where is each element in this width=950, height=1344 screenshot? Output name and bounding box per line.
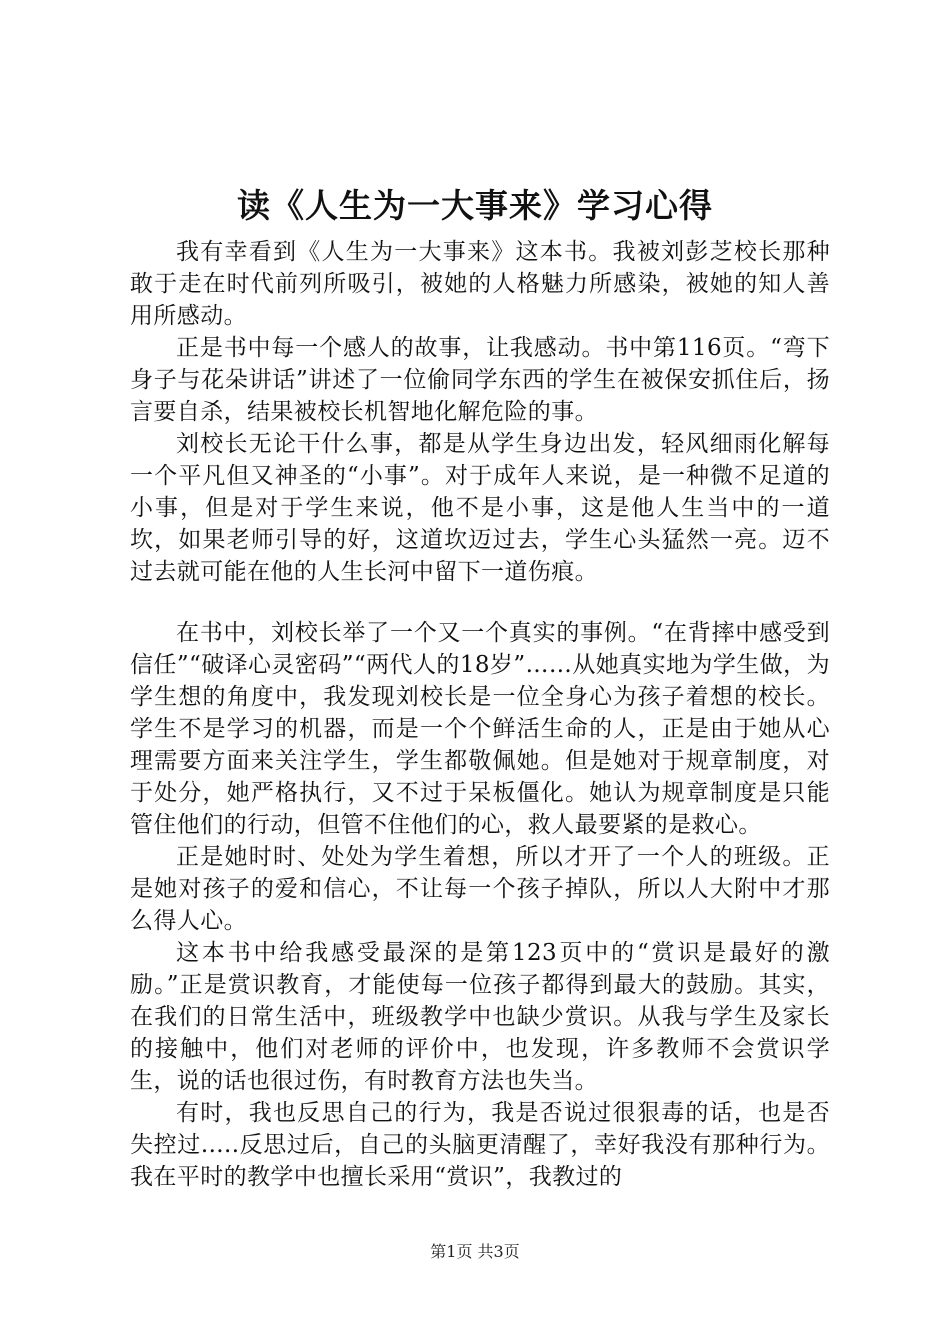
paragraph-1: 我有幸看到《人生为一大事来》这本书。我被刘彭芝校长那种敢于走在时代前列所吸引，被她的人格魅力所感染，被她的知人善用所感动。: [130, 239, 830, 329]
document-body: [130, 236, 830, 1193]
page-indicator: 第1页 共3页: [430, 1242, 520, 1261]
paragraph-4: 在书中，刘校长举了一个又一个真实的事例。“在背摔中感受到信任”“破译心灵密码”“两代人的18岁”……从她真实地为学生做，为学生想的角度中，我发现刘校长是一位全身心为孩子着想的校长。学生不是学习的机器，而是一个个鲜活生命的人，正是由于她从心理需要方面来关注学生，学生都敬佩她。但是她对于规章制度，对于处分，她严格执行，又不过于呆板僵化。她认为规章制度是只能管住他们的行动，但管不住他们的心，救人最要紧的是救心。: [130, 620, 830, 838]
paragraph-5: 正是她时时、处处为学生着想，所以才开了一个人的班级。正是她对孩子的爱和信心，不让每一个孩子掉队，所以人大附中才那么得人心。: [130, 844, 830, 934]
paragraph-6: 这本书中给我感受最深的是第123页中的“赏识是最好的激励。”正是赏识教育，才能使每一位孩子都得到最大的鼓励。其实，在我们的日常生活中，班级教学中也缺少赏识。从我与学生及家长的接触中，他们对老师的评价中，也发现，许多教师不会赏识学生，说的话也很过伤，有时教育方法也失当。: [130, 940, 830, 1094]
paragraph-3: 刘校长无论干什么事，都是从学生身边出发，轻风细雨化解每一个平凡但又神圣的“小事”。对于成年人来说，是一种微不足道的小事，但是对于学生来说，他不是小事，这是他人生当中的一道坎，如果老师引导的好，这道坎迈过去，学生心头猛然一亮。迈不过去就可能在他的人生长河中留下一道伤痕。: [130, 431, 830, 585]
paragraph-7: 有时，我也反思自己的行为，我是否说过很狠毒的话，也是否失控过.....反思过后，自己的头脑更清醒了，幸好我没有那种行为。我在平时的教学中也擅长采用“赏识”，我教过的: [130, 1100, 830, 1190]
paragraph-2: 正是书中每一个感人的故事，让我感动。书中第116页。“弯下身子与花朵讲话”讲述了一位偷同学东西的学生在被保安抓住后，扬言要自杀，结果被校长机智地化解危险的事。: [130, 335, 830, 425]
document-title: 读《人生为一大事来》学习心得: [237, 186, 713, 225]
